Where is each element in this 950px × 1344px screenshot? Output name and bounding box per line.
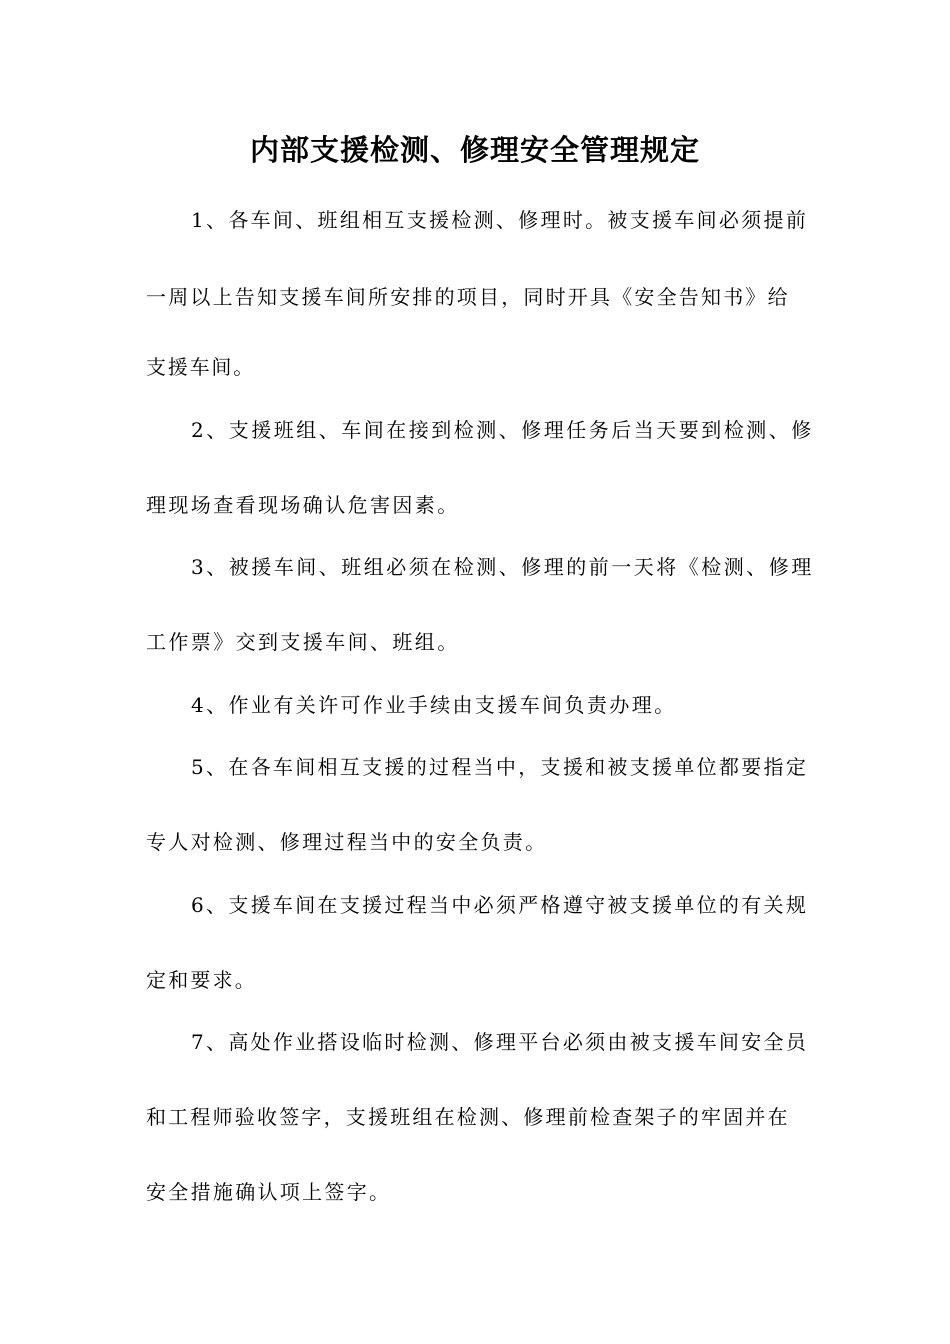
document-title: 内部支援检测、修理安全管理规定 (249, 133, 700, 167)
rule-1-line-3: 支援车间。 (146, 355, 255, 379)
rule-6-line-1: 6、支援车间在支援过程当中必须严格遵守被支援单位的有关规 (191, 893, 809, 917)
rule-3-line-1: 3、被援车间、班组必须在检测、修理的前一天将《检测、修理 (191, 555, 814, 579)
rule-5-line-2: 专人对检测、修理过程当中的安全负责。 (146, 830, 548, 854)
rule-1-line-2: 一周以上告知支援车间所安排的项目，同时开具《安全告知书》给 (146, 285, 790, 309)
rule-2-line-1: 2、支援班组、车间在接到检测、修理任务后当天要到检测、修 (191, 418, 814, 442)
rule-3-line-2: 工作票》交到支援车间、班组。 (146, 630, 460, 654)
rule-7-line-3: 安全措施确认项上签字。 (146, 1180, 392, 1204)
rule-1-line-1: 1、各车间、班组相互支援检测、修理时。被支援车间必须提前 (191, 208, 809, 232)
rule-2-line-2: 理现场查看现场确认危害因素。 (146, 493, 460, 517)
rule-4-line-1: 4、作业有关许可作业手续由支援车间负责办理。 (191, 693, 677, 717)
rule-7-line-1: 7、高处作业搭设临时检测、修理平台必须由被支援车间安全员 (191, 1030, 809, 1054)
rule-7-line-2: 和工程师验收签字，支援班组在检测、修理前检查架子的牢固并在 (146, 1105, 790, 1129)
rule-6-line-2: 定和要求。 (146, 968, 257, 992)
rule-5-line-1: 5、在各车间相互支援的过程当中，支援和被支援单位都要指定 (191, 755, 809, 779)
